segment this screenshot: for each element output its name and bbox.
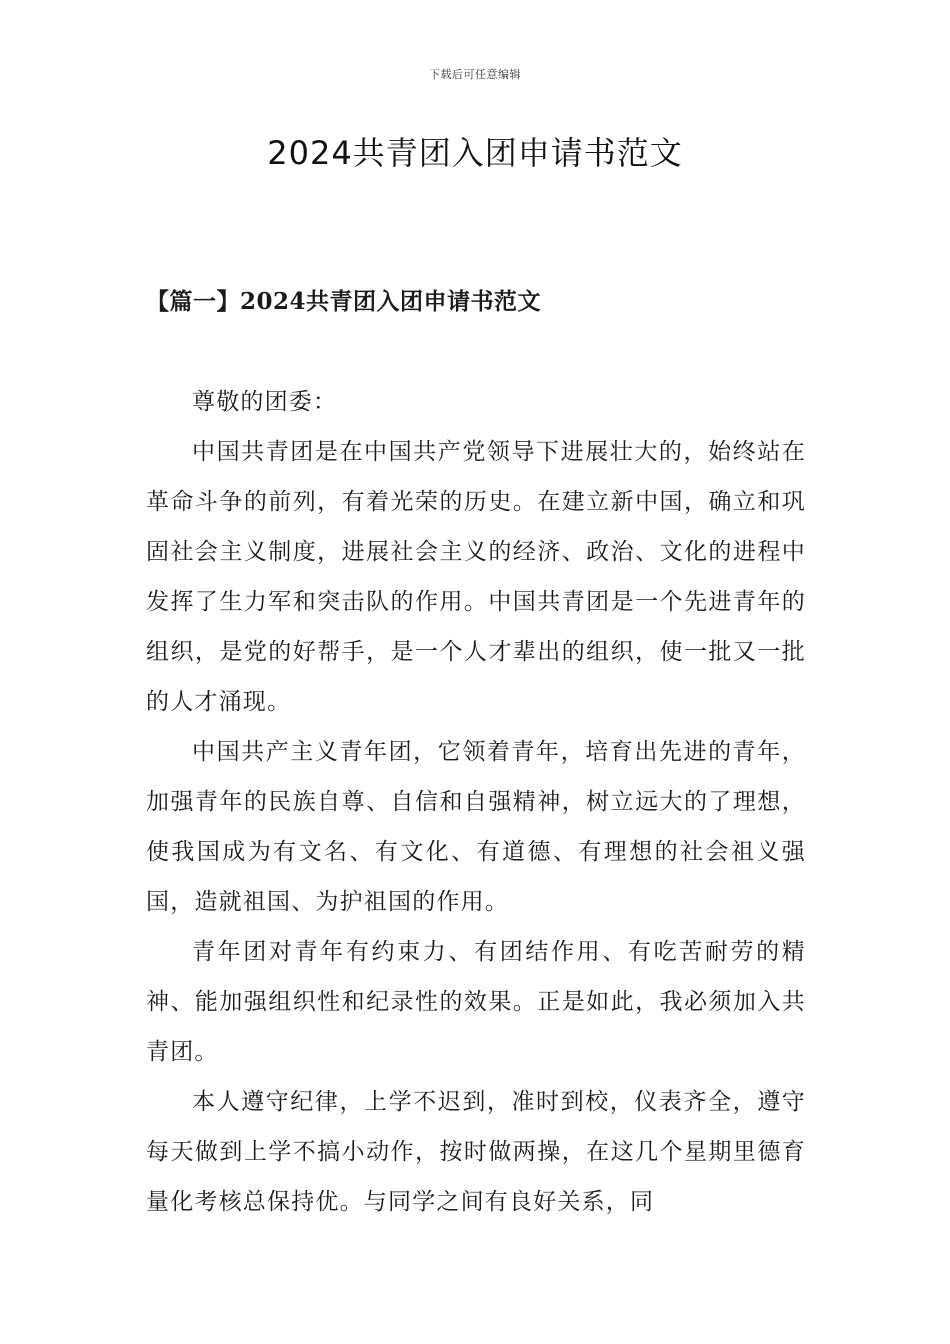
header-note: 下载后可任意编辑	[429, 68, 521, 81]
document-title: 2024共青团入团申请书范文	[267, 134, 683, 172]
section-heading: 【篇一】2024共青团入团申请书范文	[146, 288, 542, 315]
paragraph-1: 中国共青团是在中国共产党领导下进展壮大的，始终站在革命斗争的前列，有着光荣的历史。在建立新中国，确立和巩固社会主义制度，进展社会主义的经济、政治、文化的进程中发挥了生力军和突击队的作用。中国共青团是一个先进青年的组织，是党的好帮手，是一个人才辈出的组织，使一批又一批的人才涌现。	[146, 439, 806, 715]
letter-body	[146, 377, 806, 1227]
paragraph-2: 中国共产主义青年团，它领着青年，培育出先进的青年，加强青年的民族自尊、自信和自强精神，树立远大的了理想，使我国成为有文名、有文化、有道德、有理想的社会祖义强国，造就祖国、为护祖国的作用。	[146, 739, 806, 915]
paragraph-3: 青年团对青年有约束力、有团结作用、有吃苦耐劳的精神、能加强组织性和纪录性的效果。正是如此，我必须加入共青团。	[146, 939, 806, 1065]
paragraph-4: 本人遵守纪律，上学不迟到，准时到校，仪表齐全，遵守每天做到上学不搞小动作，按时做两操，在这几个星期里德育量化考核总保持优。与同学之间有良好关系，同	[146, 1089, 806, 1215]
salutation: 尊敬的团委：	[192, 389, 338, 415]
